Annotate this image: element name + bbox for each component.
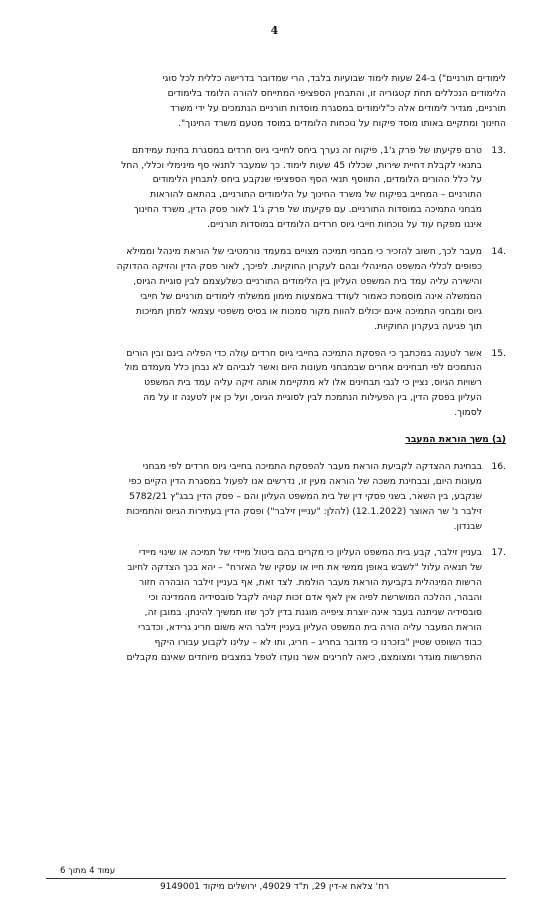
paragraph-text: מעבר לכך, חשוב להזכיר כי מבחני תמיכה מצויים במעמד נורמטיבי של הוראת מינהל וממילא כפופים לכללי המשפט המינהלי ובהם לעקרון החוקיות. לפיכך, לאור פסק הדין והזיקה ההדוקה והישירה עליה עמד בית המשפט העליון בין הלימודים התורניים כשלעצמם לבין סוגיית הגיוס, הממשלה אינה מוסמכת כאמור לעודד באמצעות מימון ממשלתי לימודים תורניים של חייבי גיוס ומבחני התמיכה אינם יכולים להוות מקור סמכות או בסיס משפטי עצמאי למתן תמיכות תוך פגיעה בעקרון החוקיות. [116, 246, 482, 332]
paragraph-14 [46, 245, 506, 334]
footer-divider [46, 878, 506, 879]
paragraph-number: .15 [491, 347, 506, 359]
footer-page-indicator: עמוד 4 מתוך 6 [60, 866, 116, 876]
paragraph-number: .16 [491, 460, 506, 472]
paragraph-13 [46, 144, 506, 233]
document-body [46, 72, 506, 678]
paragraph-text: טרם פקיעתו של פרק ג'1, פיקוח זה נערך ביחס לחייבי גיוס חרדים במסגרת בחינת עמידתם בתנאי לקבלת דחיית שירות, שכללו 45 שעות לימוד. כך שמעבר לתנאי סף מינימלי וכללי, החל על כלל ההורים הלומדים, התווסף תנאי הסף הספציפי שנקבע ביחס לתבחין הלימודים התורניים – המחייב בפיקוח של משרד החינוך על הלימודים התורניים, בהתאם להוראות מבחני התמיכה במוסדות התורניים. עם פקיעתו של פרק ג'1 לאור פסק הדין, משרד החינוך איננו מפקח עוד על נוכחות חייבי גיוס חרדים הלומדים במוסדות תורניים. [121, 144, 482, 231]
paragraph-number: .17 [491, 547, 506, 559]
paragraph-15 [46, 347, 506, 422]
intro-paragraph: לימודים תורניים") ב-24 שעות לימוד שבועיות בלבד, הרי שמדובר בדרישה כללית לכל סוגי הלימודים הנכללים תחת קטגוריה זו, והתבחין הספציפי המתייחס להורה הלומד בלימודים תורניים, מגדיר לימודים אלה כ"לימודים במסגרת מוסדות תורניים הנתמכים על ידי משרד החינוך ומתקיים באותו מוסד פיקוח על נוכחות הלומדים במוסד מטעם משרד החינוך". [162, 73, 506, 129]
paragraph-17 [46, 546, 506, 665]
footer-address: רח' צלאח א-דין 29, ת"ד 49029, ירושלים מיקוד 9149001 [159, 882, 390, 892]
paragraph-16 [46, 460, 506, 535]
paragraph-number: .13 [491, 144, 506, 156]
section-heading: (ב) משך הוראת המעבר [405, 434, 506, 446]
page-number: 4 [270, 24, 279, 37]
paragraph-number: .14 [491, 246, 506, 258]
paragraph-text: בבחינת ההצדקה לקביעת הוראת מעבר להפסקת התמיכה בחייבי גיוס חרדים לפי מבחני מעונות היום, ובבחינת משכה של הוראה מעין זו, נדרשים אנו לפעול במסגרת הדין הקיים כפי שנקבע, בין השאר, בשני פסקי דין של בית המשפט העליון והם – פסק הדין בבג"ץ 5782/21 זילבר נ' שר האוצר (12.1.2022) (להלן: "ענייין זילבר") ופסק הדין בעתירות הגיוס והתמיכות שבנדון. [126, 460, 482, 532]
paragraph-text: אשר לטענה במכתבך כי הפסקת התמיכה בחייבי גיוס חרדים עולה כדי הפליה בינם ובין הורים הנתמכים לפי תבחינים אחרים שבמבחני מעונות היום ואשר לגביהם לא נבחן כלל מעמדם מול רשויות הגיוס, נציין כי לגבי תבחינים אלו לא מתקיימת אותה זיקה עליה עמד בית המשפט העליון בפסק הדין, בין הפעילות הנתמכת לבין לסוגיית הגיוס, ועל כן אין לטענה זו על מה לסמוך. [124, 347, 482, 419]
paragraph-text: בעניין זילבר, קבע בית המשפט העליון כי מקרים בהם ביטול מיידי של תמיכה או שינוי מיידי של תנאיה עלול "לשבש באופן ממשי את חייו או עסקיו של האזרח" – יהא בכך הצדקה לחיוב הרשות המינהלית בקביעת הוראת מעבר הולמת. לצד זאת, אף בעניין זילבר הובהרה חזור והבהר, ההלכה המושרשת לפיה אין לאף אדם זכות קנויה לקבל סובסידיה מהמדינה וכי סובסידיה שניתנה בעבר אינה יוצרת ציפייה מוגנת בדין לכך שזו תמשיך להינתן. במובן זה, הוראת המעבר עליה הורה בית המשפט העליון בעניין זילבר היא משום חריג גרידא, וכדברי כבוד השופט שטיין "בזכרנו כי מדובר בחריג – חריג, ותו לא – עלינו לקבוע עבורו היקף התפרשות מוגדר ומצומצם, כיאה לחריגים אשר נועדו לטפל במצבים מיוחדים שאינם מקבלים [126, 547, 482, 663]
